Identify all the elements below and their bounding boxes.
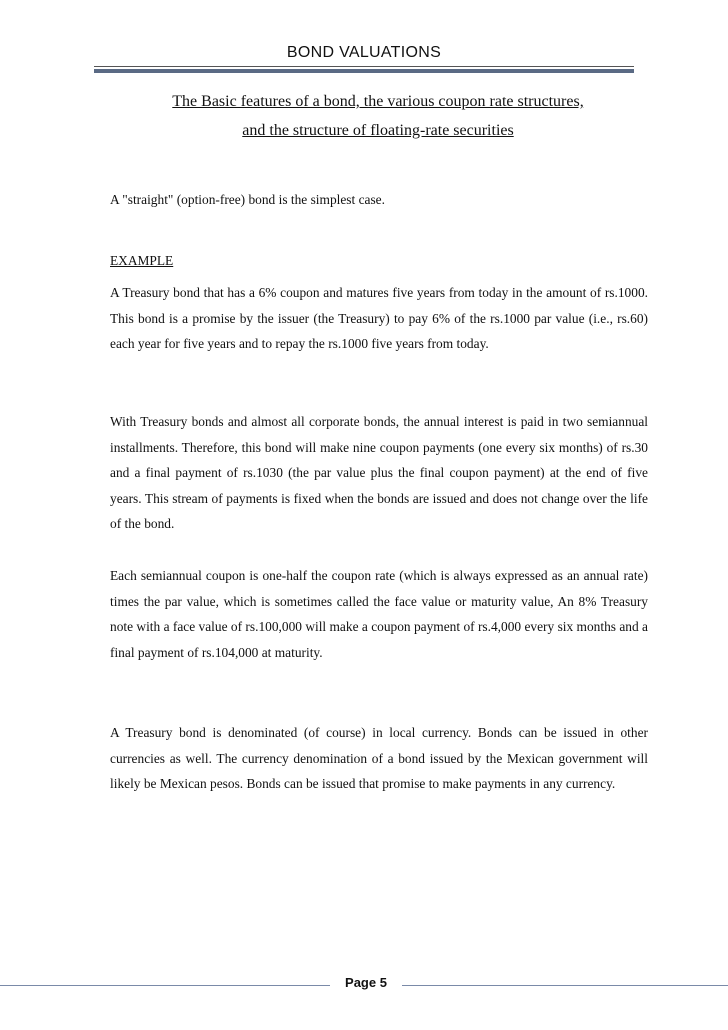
header-rule-thin: [94, 66, 634, 67]
paragraph-straight-bond: A "straight" (option-free) bond is the simplest case.: [110, 192, 385, 207]
paragraph-coupon-rate: Each semiannual coupon is one-half the coupon rate (which is always expressed as an annual rate) times the par value, which is sometimes called the face value or maturity value, An 8% Treasury note with a face value of rs.100,000 will make a coupon payment of rs.4,000 every six months and a final payment of rs.104,000 at maturity.: [110, 568, 648, 660]
footer-rule-right: [402, 985, 728, 986]
header-title: BOND VALUATIONS: [286, 44, 442, 61]
paragraph-example: A Treasury bond that has a 6% coupon and matures five years from today in the amount of rs.1000. This bond is a promise by the issuer (the Treasury) to pay 6% of the rs.1000 par value (i.e., rs.60) each year for five years and to repay the rs.1000 five years from today.: [110, 285, 648, 352]
page-number: Page 5: [345, 975, 387, 990]
footer-rule-left: [0, 985, 330, 986]
subtitle-line-1: The Basic features of a bond, the various coupon rate structures,: [172, 93, 584, 110]
paragraph-currency: A Treasury bond is denominated (of course) in local currency. Bonds can be issued in other currencies as well. The currency denomination of a bond issued by the Mexican government will likely be Mexican pesos. Bonds can be issued that promise to make payments in any currency.: [110, 725, 648, 792]
example-label: EXAMPLE: [110, 253, 174, 268]
paragraph-semiannual-installments: With Treasury bonds and almost all corporate bonds, the annual interest is paid in two semiannual installments. Therefore, this bond will make nine coupon payments (one every six months) of rs.30 and a final payment of rs.1030 (the par value plus the final coupon payment) at the end of five years. This stream of payments is fixed when the bonds are issued and does not change over the life of the bond.: [110, 414, 648, 532]
header-rule-thick: [94, 69, 634, 73]
subtitle-line-2: and the structure of floating-rate securities: [242, 122, 514, 139]
